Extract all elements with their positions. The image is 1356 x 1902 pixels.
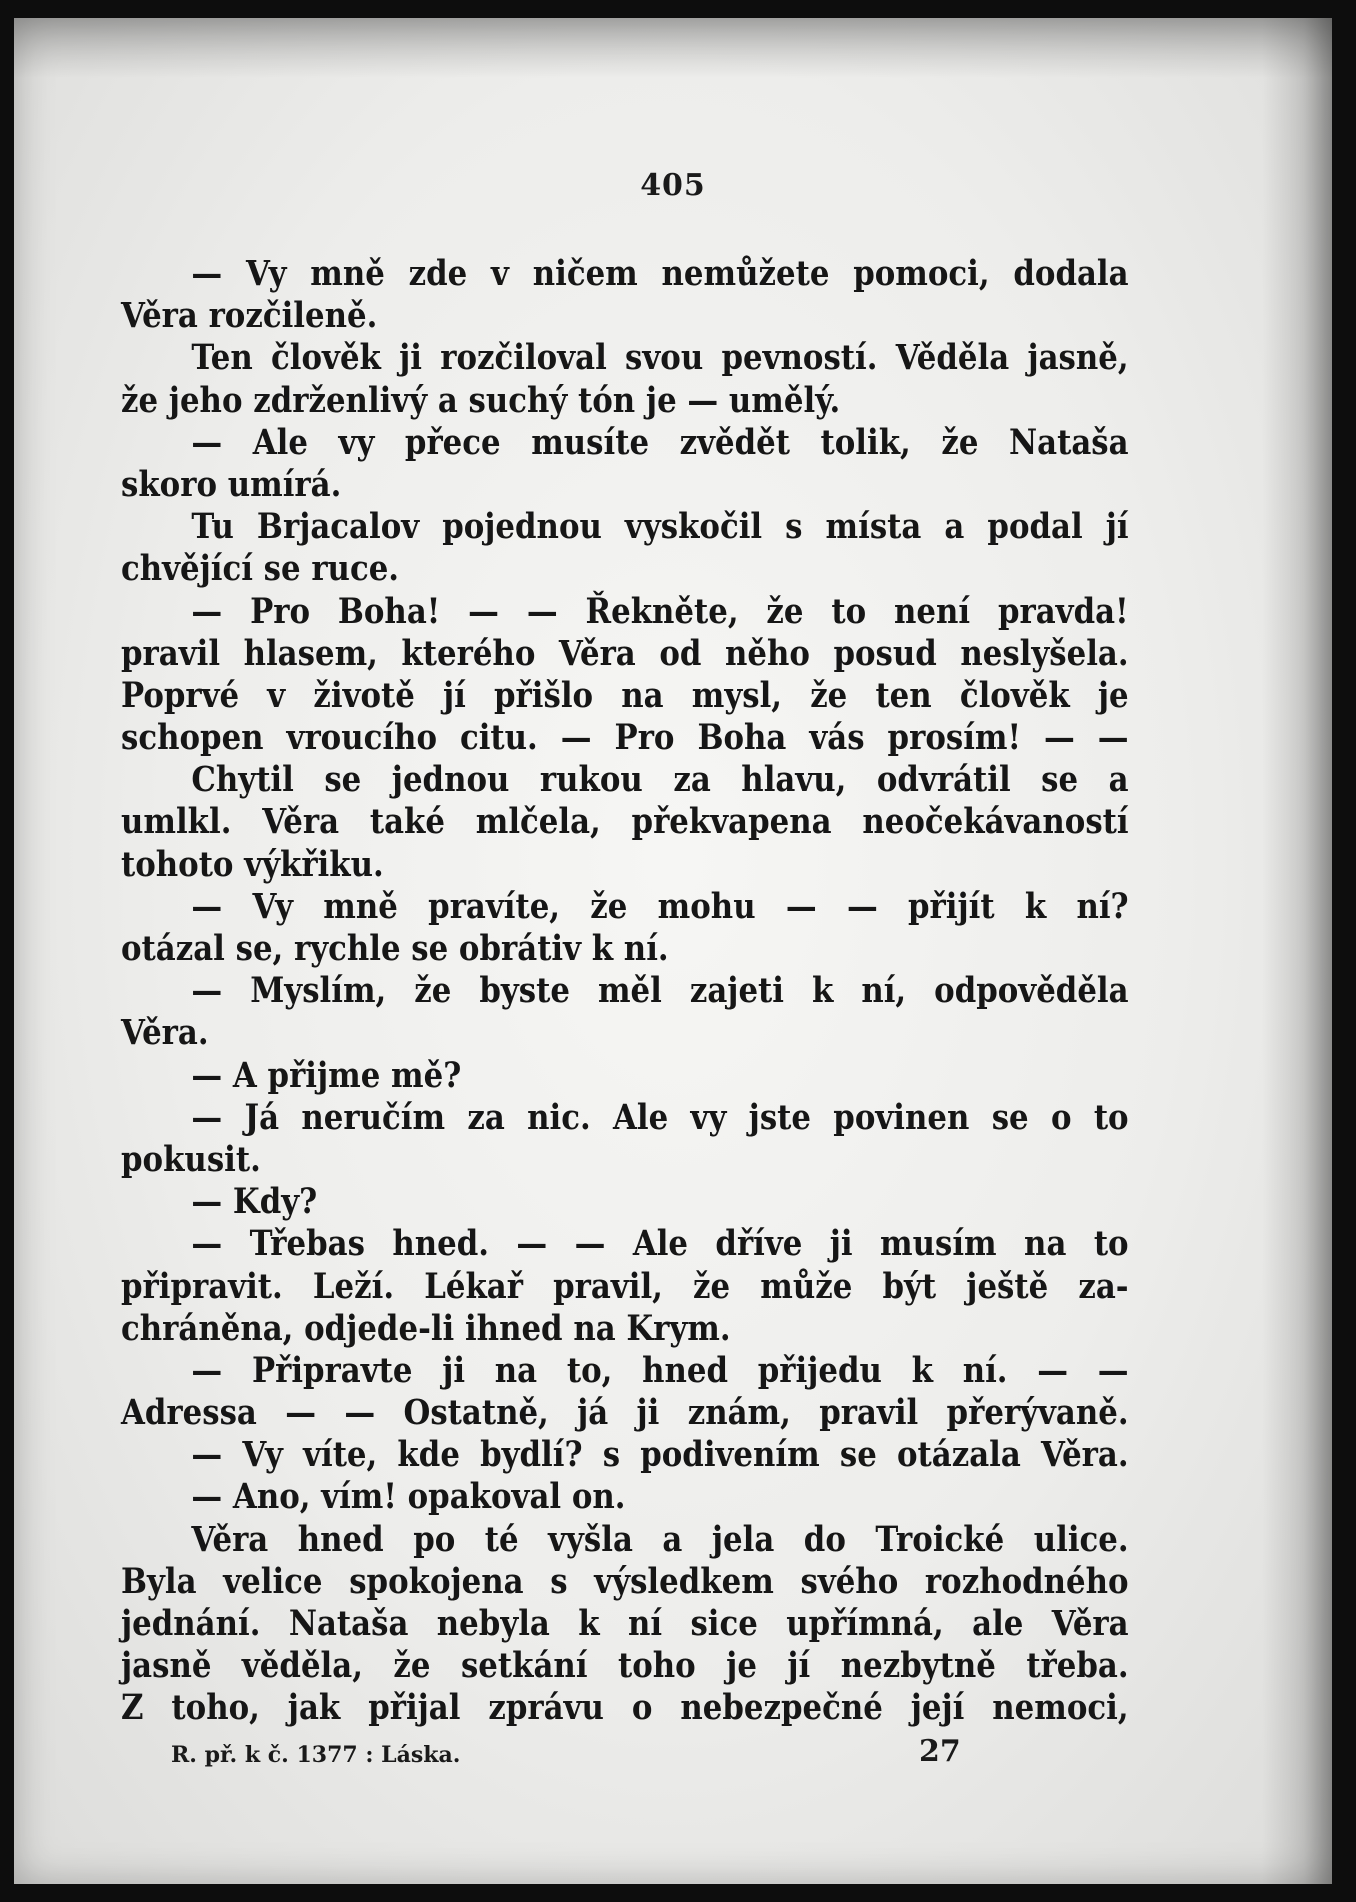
text-line: skoro umírá. [121,463,342,505]
text-line: jednání. Nataša nebyla k ní sice upřímná, ale Věra [121,1603,1129,1644]
text-line: jasně věděla, že setkání toho je jí nezbytně třeba. [121,1645,1129,1687]
text-line: že jeho zdrženlivý a suchý tón je — umělý. [121,379,841,421]
text-line: — Já neručím za nic. Ale vy jste povinen se o to [191,1096,1129,1138]
text-line: — Kdy? [191,1181,318,1223]
text-line: — Vy mně zde v ničem nemůžete pomoci, dodala [191,253,1129,294]
text-line: otázal se, rychle se obrátiv k ní. [121,928,669,969]
text-line: pravil hlasem, kterého Věra od něho posud neslyšela. [121,632,1129,674]
book-page [14,18,1332,1884]
text-line: tohoto výkřiku. [121,843,384,885]
text-line: Věra. [121,1012,209,1054]
text-line: — Ano, vím! opakoval on. [191,1476,626,1518]
text-line: — A přijme mě? [191,1054,462,1096]
text-line: chráněna, odjede-li ihned na Krym. [121,1307,731,1349]
page-number: 405 [640,168,706,203]
text-line: Z toho, jak přijal zprávu o nebezpečné její nemoci, [121,1687,1129,1729]
text-line: připravit. Leží. Lékař pravil, že může být ještě za- [121,1265,1129,1307]
text-line: pokusit. [121,1138,261,1180]
text-line: Tu Brjacalov pojednou vyskočil s místa a podal jí [191,506,1129,548]
text-line: — Vy víte, kde bydlí? s podivením se otázala Věra. [191,1434,1129,1476]
page-edge-shadow-right [1262,18,1332,1884]
text-line: — Třebas hned. — — Ale dříve ji musím na to [191,1223,1129,1265]
text-line: chvějící se ruce. [121,548,400,590]
text-line: — Ale vy přece musíte zvědět tolik, že Nataša [191,421,1129,463]
text-line: Byla velice spokojena s výsledkem svého rozhodného [121,1560,1129,1602]
text-line: Chytil se jednou rukou za hlavu, odvrátil se a [191,759,1129,801]
text-line: Adressa — — Ostatně, já ji znám, pravil přerývaně. [121,1392,1129,1434]
text-line: schopen vroucího citu. — Pro Boha vás prosím! — — [121,717,1129,759]
text-body [121,253,1129,1730]
text-line: Ten člověk ji rozčiloval svou pevností. Věděla jasně, [191,337,1129,379]
text-line: Věra hned po té vyšla a jela do Troické ulice. [191,1518,1129,1560]
text-line: — Myslím, že byste měl zajeti k ní, odpověděla [191,970,1129,1012]
sheet-number: 27 [919,1734,961,1769]
text-line: — Připravte ji na to, hned přijedu k ní. — — [191,1349,1129,1391]
text-line: — Vy mně pravíte, že mohu — — přijít k ní? [191,885,1129,927]
text-line: Poprvé v životě jí přišlo na mysl, že ten člověk je [121,674,1129,716]
text-line: Věra rozčileně. [121,295,378,337]
signature-mark: R. př. k č. 1377 : Láska. [171,1742,461,1768]
text-line: — Pro Boha! — — Řekněte, že to není pravda! [191,590,1129,632]
text-line: umlkl. Věra také mlčela, překvapena neočekávaností [121,801,1129,843]
page-edge-shadow-top [14,18,1332,78]
